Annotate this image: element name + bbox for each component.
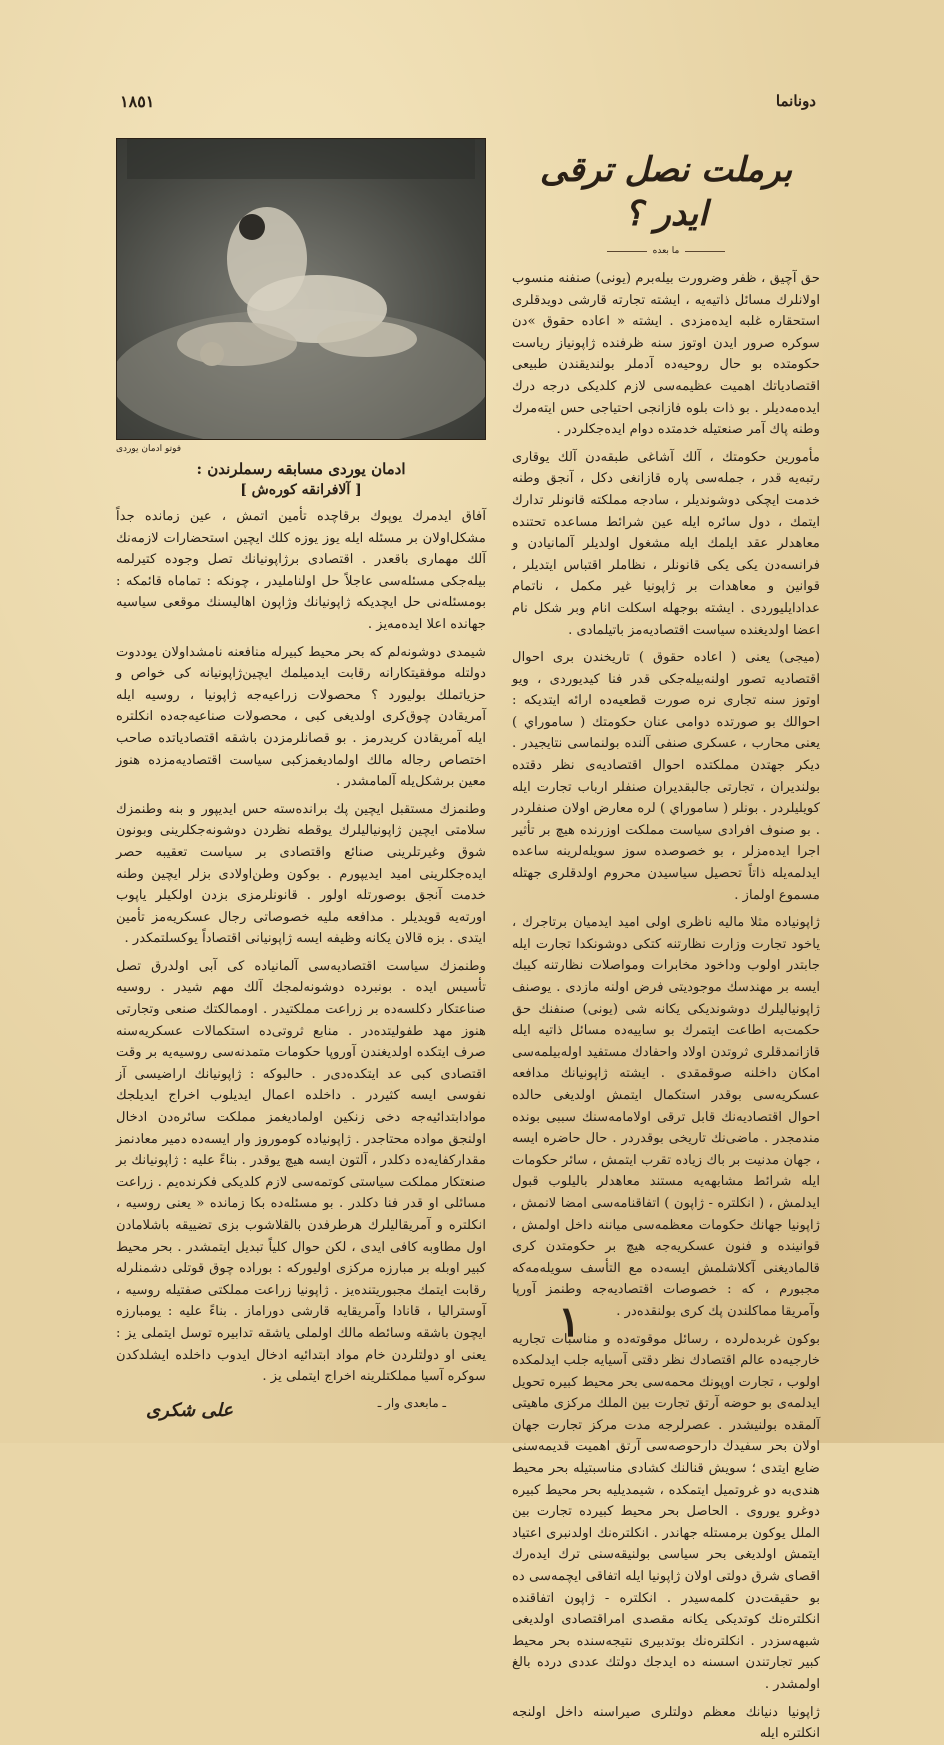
section-subtitle: [ آلافرانقه کوره‌ش ] xyxy=(240,482,362,498)
author-divider xyxy=(512,246,820,256)
article-paragraph: حق آچیق ، ظفر وضرورت بیله‌برم (یونی) صنفنه منسوب اولانلرك مسائل ذاتیه‌یه ، ایشته تجارته قارشی دویدقلری استحقاره غلبه ایده‌مزدی . ایشته « اعاده حقوق »دن سوکره صرور ایدن اوتوز سنه ظرفنده ژاپونیاز ریاست حکومتده بو حال روحیه‌ده آدملر بولندیقندن طبیعی اقتصادیاتك اهمیت عظیمه‌سی لازم کلدیکی درجه درك ایده‌مه‌دیلر . بو ذات بلوه فازانجی احتیاجی حس ایته‌مرك وطنه پاك آمر صنعتیله خدمتده دوام ایده‌جکلردر . xyxy=(512,271,820,438)
divider-line xyxy=(685,251,725,252)
page-header xyxy=(120,92,816,116)
article-title: برملت نصل ترقی ایدر ؟ xyxy=(539,150,793,234)
article-paragraph: آفاق ایدمرك یوپوك برقاچده تأمین اتمش ، عین زمانده جداً مشکل‌اولان بر مسئله ایله یوز یوزه کلك ایچین استحضارات لازمه‌نك آلك مهماری باقعدر . اقتصادی برژاپونیانك تصل وجوده کتیرلمه بیله‌جکی مسئله‌سی عاجلاً حل اولناملیدر ، چونکه : تماماه قائمکه : بومسئله‌نی حل ایچدیکه ژاپونیانك وژاپون اهالیسنك موقعی سیاسیه جهانده اعلا ایده‌مه‌یز . xyxy=(116,509,486,632)
article-paragraph: مأمورین حکومتك ، آلك آشاغی طبقه‌دن آلك یوقاری رتبه‌یه قدر ، جمله‌سی پاره قازانغی دکل ، آنجق وطنه خدمت ایچکی دوشوندیلر ، سادجه مملکته قانونلر تدارك ایتمك ، دول سائره ایله عین شرائط مساعده تحتنده معاهدلر عقد ایلمك ایله مشغول اولدیلر آلمانیادن و فرانسه‌دن یکی یکی قانونلر ، نظاملر اقتباس ایتدیلر ، قوانین و معاهدات بر ژاپونیا غیر مکمل ، ناتمام عدادایلیوردی . ایشته بوجهله اسکلت انام وبر شکل نام اعضا اولدیغنده سیاست اقتصادیه‌مز باتیلمادی . xyxy=(512,449,820,638)
article-paragraph: ژاپونیاده مثلا مالیه ناظری اولی امید ایدمیان برتاجرك ، یاخود تجارت وزارت نظارتنه کتکی دوشونکدا تجارت ایله جابتدر اولوب وداخود مخابرات ومواصلات نظارتنه کیبك ایسه بر مهندسك موجودیتی فرض اولنه مازدی . یوصنف ژاپونیالیلرك دوشوندیکی یکانه شی (یونی) صنفنك حق حکمت‌به اطاعت ایتمرك بو ساییه‌ده مسائل ذاتیه ایله قازانمدقلری ثروتدن اولاد واحفادك مستفید اوله‌بیلمه‌سی امکان داخلنه صوقمقدی . ایشته ژاپونیانك مدافعه عسکریه‌سی بوقدر استکمال ایتمش اولدیغی حالده احوال اقتصادیه‌نك قابل ترقی اولامامه‌سنك سببی بونده مندمجدر . ماضی‌نك تاریخی بوقدردر . حال حاضره ایسه ، جهان مدنیت بر باك زیاده تقرب ایتمش ، سائر حکومات ایله شرائط مشابهه‌یه مستند معاهدلر بالیلوب قبول ایدلمش ، ( انکلتره - ژاپون ) اتفاقنامه‌سی امضا لانمش ، ژاپونیا جهانك حکومات معظمه‌سی میاننه داخل اولمش ، قوانینده و فنون عسکریه‌جه هیچ بر حکومتدن کری قالماديغنی آکلاشلمش ایسه‌ده مع التأسف سویله‌مه‌که مجبورم ، که : خصوصات اقتصادیه‌جه وطنمز آورپا وآمریقا مماکلندن پك کری بولنقده‌در . xyxy=(512,915,820,1319)
divider-line xyxy=(607,251,647,252)
author-signature: علی شکری xyxy=(146,1399,234,1421)
article-paragraph: بوکون غربده‌لرده ، رسائل موقوته‌ده و مناسبات تجاریه خارجیه‌ده عالم اقتصادك نظر دقتی آسیایه جلب ایدلمکده اولوب ، تجارت اوپونك محمه‌سی بحر محیط کبیره تحویل ایدلمه‌ی بو حوضه آرتق تجارت بین الملك مرکزی ماهیتی آلمقده بولنیشدر . عصرلرجه مدت مرکز تجارت جهان اولان بحر سفید‌ك دارحوصه‌سی آرتق اهمیت قدیمه‌سنی ضایع ایتدی ؛ سویش قنالنك کشادی مناسبتیله بحر محیط هندی‌به دو غروتمیل ایتمکده ، شیمدیلیه بحر محیط کبیره دوغرو یوروی . الحاصل بحر محیط کبیرده تجارت بین الملل یوکون برمستله جهاندر . انکلتره‌نك اولدنبری اعتیاد ایتمش اولدیغی بحر سیاسی بولنیقه‌سنی ترك ایده‌رك اقصای شرق دولتی اولان ژاپونیا ایله اتفاقی ایچمه‌سی ده بو حقیقت‌دن کلمه‌سیدر . انکلتره - ژاپون اتفاقنده انکلتره‌نك کوتدیکی یکانه مقصدی امراقتصادی اولدیغی شبهه‌سزدر . انکلتره‌نك بوتدبیری نتیجه‌سنده بحر محیط کبیر تجارتندن اسسنه ده ایدجك دولتك عددی درده بالغ اولمشدر . xyxy=(512,1331,820,1692)
left-column xyxy=(116,126,486,1421)
journal-name: دونانما xyxy=(775,92,816,110)
article-column xyxy=(512,126,820,1742)
article-paragraph: (میجی) یعنی ( اعاده حقوق ) تاریخندن بری احوال اقتصادیه تصور اولنه‌بیله‌جکی قدر فنا کیدیوردی ، ویو اوتوز سنه تجاری نره صورت قطعیه‌ده ارائه ایتدیکه : احوالك بو صورتده دوامی عنان حکومتك ( ساموراي ) یعنی محارب ، عسکری صنفی آلنده بولنماسی نتایجیدر . دیکر جهتدن مملکتده احوال اقتصادیه‌ی نظر دقتده بولندیران ، تجارتی جالبقدیران صنفلر ارباب تجارت ایله کویلیلردر . بونلر ( ساموراي ) لره معارض اولان صنفلردر . بو صنوف افرادی سیاست مملکت اوزرنده هیچ بر تأثیر اجرا ایده‌مزلر ، بو خصوصده سوز سویله‌لرینه ساعده ایدلمه‌یله ذاتاً تحصیل سیاسیدن محروم اولدقلری جهتله مسموع اولماز . xyxy=(512,650,820,903)
photo-caption: فوتو ادمان یوردی xyxy=(116,444,182,454)
bottom-mark: ١ xyxy=(558,1297,581,1346)
article-paragraph: وطنمزك سیاست اقتصادیه‌سی آلمانیاده کی آبی اولدرق تصل تأسیس ایده . بونبرده دوشونه‌لمجك آلك مهم شیدر . روسیه صناعتکار دکلسه‌ده بر زراعت مملکتیدر . اوممالکتك صنعی وتجارتی هنوز مهد طفولیتده‌در . منابع ثروتی‌ده استکمالات عسکریه‌سنه صرف ایتکده اولدیغندن آوروپا حکومات متمدنه‌سی روسیه‌یه بر وقت اقتصادی کبی عد ایتکده‌دی‌ر . حالبوکه : ژاپونیانك اراضیسی آز نفوسی ایسه کثیردر . داخلده اعمال ایدیلوب اخراج ایدیلجك موادابتدائیه‌جه دخی زنکین اولمادیغمز مملکت سائره‌دن ادخال اولنجق مواده محتاجدر . ژاپونیاده کوموروز وار ایسه‌ده دمیر معادنمز مقدارکفایه‌ده دکلدر ، آلتون ایسه هیچ یوقدر . بناءً علیه : ژاپونیانك بر صنعتکار مملکت سیاستی کوتمه‌سی لازم کلدیکی فکرنده‌یم . زراعت مسائلی او قدر فنا دکلدر . بو مسئله‌ده بکا زمانده « یعنی روسیه ، انکلتره و آمریقالیلرك هرطرفدن بالقلاشوب بزی تضییقه باشلامادن اول مطاوبه کافی ایدی ، لکن حوال کلیاً تبدیل ایتمشدر . بحر محیط کبیر اوبله بر مبارزه مرکزی اولیورکه : بوراده چوق قوتلی دشمنلرله رقابت ایتمك مجبوریتنده‌یز . ژاپونیا زراعت مملکتی صفتیله روسیه ، آوسترالیا ، قانادا وآمریقایه قارشی دوراماز . بناءً علیه : یومبارزه ایچون باشقه وسائطه مالك اولملی یاشقه تدابیره توسل ایتملی یز : یعنی او دولتلردن خام مواد ابتدائیه ادخال ایدوب داخلده ایشلدکدن سوکره آسیا مملکتلرینه اخراج ایتملی یز . xyxy=(116,958,486,1385)
author-note: ما بعده xyxy=(652,246,680,256)
continued-note: ـ مابعدی وار ـ xyxy=(377,1395,446,1410)
article-paragraph: ژاپونیا دنیانك معظم دولتلری صیراسنه داخل اولنجه انکلتره ایله xyxy=(512,1704,820,1742)
section-title: ادمان یوردی مسابقه رسملرندن : xyxy=(196,460,406,478)
article-paragraph: شیمدی دوشونه‌لم که بحر محیط کبیرله منافعنه نامشداولان یوددوت دولتله موفقیتکارانه رقابت ایدمیلمك ایچین‌ژاپونیانه کی خواص و حزیاتملك بولیورد ؟ محصولات زراعیه‌جه ژاپونیا ، روسیه ایله آمریقادن چوق‌کری اولدیغی کبی ، محصولات صناعیه‌جه‌ده انکلتره ایله آمریقادن کریدرمز . بو قصانلرمزدن باشقه اقتصادیاتده صاحب اختصاص رجاله مالك اولمادیغمزکبی سیاست اقتصادیه‌مزده هنوز معین برشکل‌یله آلمامشدر . xyxy=(116,644,486,790)
wrestling-photo xyxy=(116,138,486,440)
page-number: ١٨٥١ xyxy=(120,92,155,111)
article-paragraph: وطنمزك مستقبل ایچین پك برانده‌سته حس ایدیپور و بنه وطنمزك سلامتی ایچین ژاپونیالیلرك یوقطه نظردن دوشونه‌جکلرینی وبونون شوق وغیرتلرینی صنائع واقتصادی بر سیاست تعقیبه حصر ایده‌جکلرینی امید ایدیپورم . بوکون وطن‌اولادی بزلر ایچین وطنه خدمت آنجق بوصورتله اولور . قانونلرمزی بزدن اولکیلر یاپوب اورته‌یه قویدیلر . مدافعه ملیه خصوصاتی رجال عسکریه‌مز تأمین ایتدی . بزه قالان یکانه وظیفه ایسه ژاپونیانی اقتصاداً یوکسلتمکدر . xyxy=(116,801,486,947)
wrestlers-illustration xyxy=(117,139,485,439)
article-footer xyxy=(116,1394,486,1424)
